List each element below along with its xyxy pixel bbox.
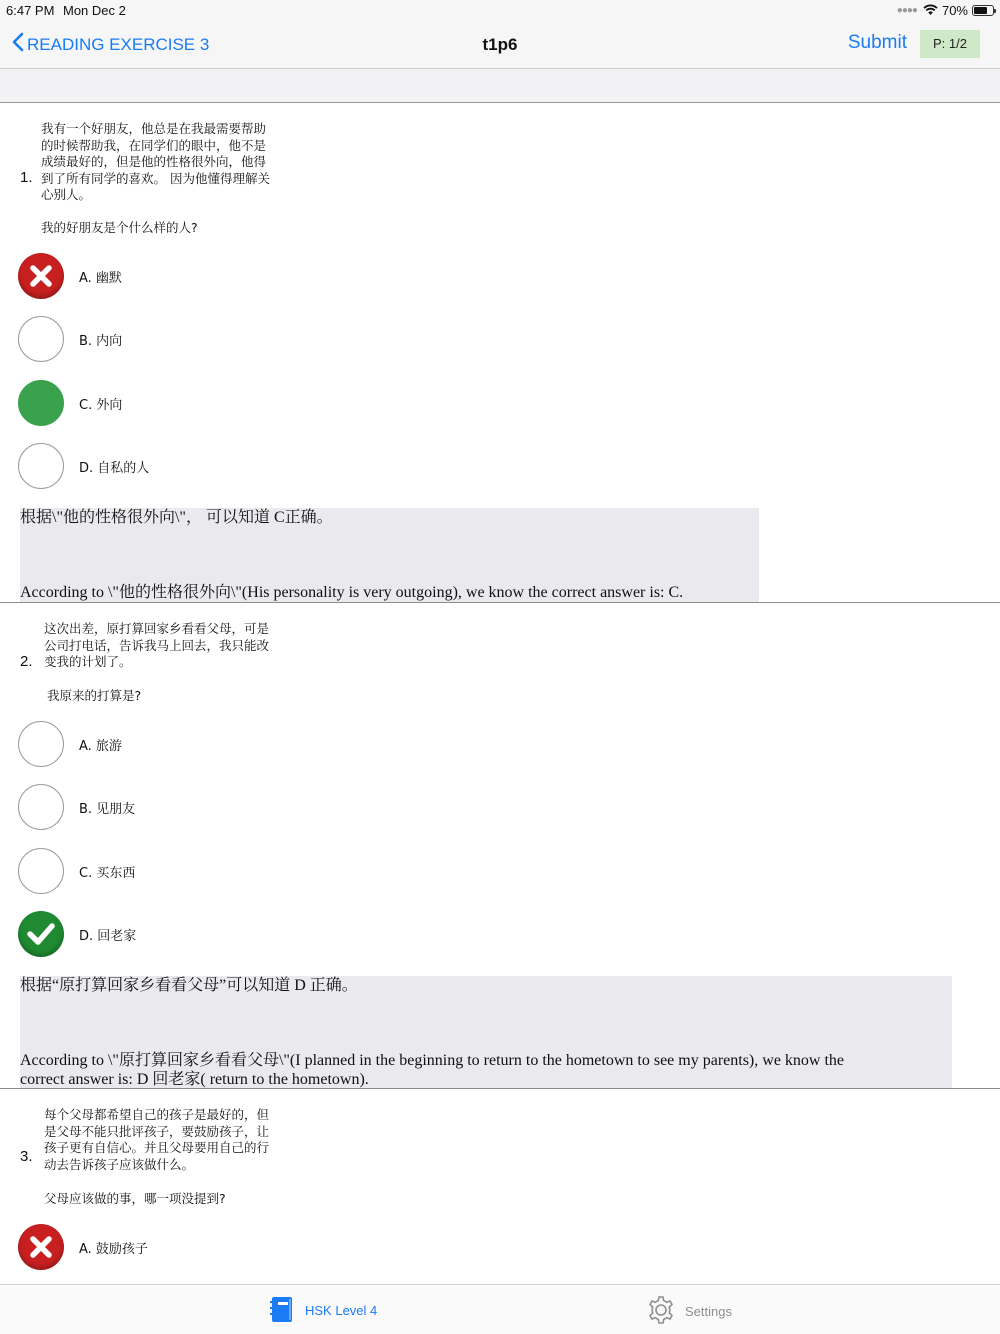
question-number: 1. bbox=[20, 169, 33, 186]
status-date: Mon Dec 2 bbox=[63, 3, 126, 18]
radio-empty-icon bbox=[18, 721, 64, 767]
battery-percent: 70% bbox=[941, 3, 968, 18]
gear-icon bbox=[646, 1295, 685, 1328]
option-b[interactable] bbox=[18, 784, 135, 830]
radio-empty-icon bbox=[18, 848, 64, 894]
cellular-signal-icon: ●●●● bbox=[896, 5, 917, 16]
wifi-icon bbox=[923, 3, 938, 18]
tab-label: HSK Level 4 bbox=[305, 1303, 378, 1318]
divider bbox=[0, 602, 1000, 603]
explanation-english: According to \"原打算回家乡看看父母\"(I planned in the beginning to return to the hometown to see my parents), we know the bbox=[20, 1052, 845, 1069]
wrong-answer-icon bbox=[18, 1224, 64, 1270]
back-button[interactable] bbox=[12, 32, 209, 57]
option-label: B. 内向 bbox=[79, 333, 123, 349]
radio-empty-icon bbox=[18, 316, 64, 362]
toolbar-band bbox=[0, 69, 1000, 103]
answer-explanation bbox=[20, 508, 759, 602]
option-label: A. 旅游 bbox=[79, 738, 122, 754]
option-c[interactable] bbox=[18, 380, 122, 426]
battery-fill bbox=[974, 7, 987, 14]
submit-button[interactable]: Submit bbox=[847, 32, 907, 53]
status-right bbox=[897, 3, 994, 18]
tab-label: Settings bbox=[685, 1304, 732, 1319]
notebook-icon bbox=[268, 1295, 305, 1326]
question-number: 3. bbox=[20, 1148, 33, 1165]
option-a[interactable] bbox=[18, 721, 122, 767]
option-d[interactable] bbox=[18, 443, 149, 489]
battery-icon bbox=[972, 5, 994, 16]
back-button-label: READING EXERCISE 3 bbox=[27, 34, 210, 54]
tab-bar bbox=[0, 1284, 1000, 1334]
question-prompt: 我的好朋友是个什么样的人? bbox=[41, 220, 198, 235]
option-a[interactable] bbox=[18, 1224, 148, 1270]
status-bar bbox=[0, 0, 1000, 22]
explanation-chinese: 根据\"他的性格很外向\"， 可以知道 C正确。 bbox=[20, 509, 333, 526]
checkmark-icon bbox=[18, 911, 64, 957]
question-prompt: 父母应该做的事，哪一项没提到? bbox=[44, 1191, 226, 1206]
option-label: D. 自私的人 bbox=[79, 460, 150, 476]
option-d[interactable] bbox=[18, 911, 136, 957]
question-passage: 我有一个好朋友，他总是在我最需要帮助 的时候帮助我，在同学们的眼中，他不是 成绩最好的，但是他的性格很外向，他得 到了所有同学的喜欢。 因为他懂得理解关 心别人。 bbox=[41, 121, 270, 202]
option-label: B. 见朋友 bbox=[79, 801, 136, 817]
explanation-english: According to \"他的性格很外向\"(His personality is very outgoing), we know the correct answer is: C. bbox=[20, 584, 684, 601]
question-passage: 这次出差，原打算回家乡看看父母，可是 公司打电话，告诉我马上回去，我只能改 变我的计划了。 bbox=[44, 621, 270, 669]
question-passage: 每个父母都希望自己的孩子是最好的，但 是父母不能只批评孩子，要鼓励孩子，让 孩子更有自信心。并且父母要用自己的行 动去告诉孩子应该做什么。 bbox=[44, 1107, 270, 1172]
explanation-english-continued: correct answer is: D 回老家( return to the hometown). bbox=[20, 1071, 369, 1088]
status-time: 6:47 PM bbox=[6, 3, 55, 18]
tab-hsk-level-4[interactable] bbox=[268, 1295, 377, 1326]
answer-explanation bbox=[20, 976, 952, 1088]
radio-empty-icon bbox=[18, 784, 64, 830]
chevron-left-icon bbox=[12, 32, 27, 57]
question-number: 2. bbox=[20, 653, 33, 670]
wrong-answer-icon bbox=[18, 253, 64, 299]
option-label: A. 幽默 bbox=[79, 270, 122, 286]
page-title: t1p6 bbox=[482, 35, 518, 54]
navigation-bar bbox=[0, 22, 1000, 69]
option-c[interactable] bbox=[18, 848, 135, 894]
divider bbox=[0, 1088, 1000, 1089]
option-label: C. 买东西 bbox=[79, 865, 136, 881]
explanation-chinese: 根据“原打算回家乡看看父母”可以知道 D 正确。 bbox=[20, 977, 358, 994]
option-label: A. 鼓励孩子 bbox=[79, 1241, 148, 1257]
option-label: D. 回老家 bbox=[79, 928, 137, 944]
page-indicator-badge: P: 1/2 bbox=[920, 30, 980, 58]
radio-empty-icon bbox=[18, 443, 64, 489]
radio-selected-icon bbox=[18, 380, 64, 426]
tab-settings[interactable] bbox=[646, 1295, 732, 1328]
question-prompt: 我原来的打算是? bbox=[47, 688, 142, 703]
option-label: C. 外向 bbox=[79, 397, 123, 413]
option-a[interactable] bbox=[18, 253, 122, 299]
option-b[interactable] bbox=[18, 316, 122, 362]
